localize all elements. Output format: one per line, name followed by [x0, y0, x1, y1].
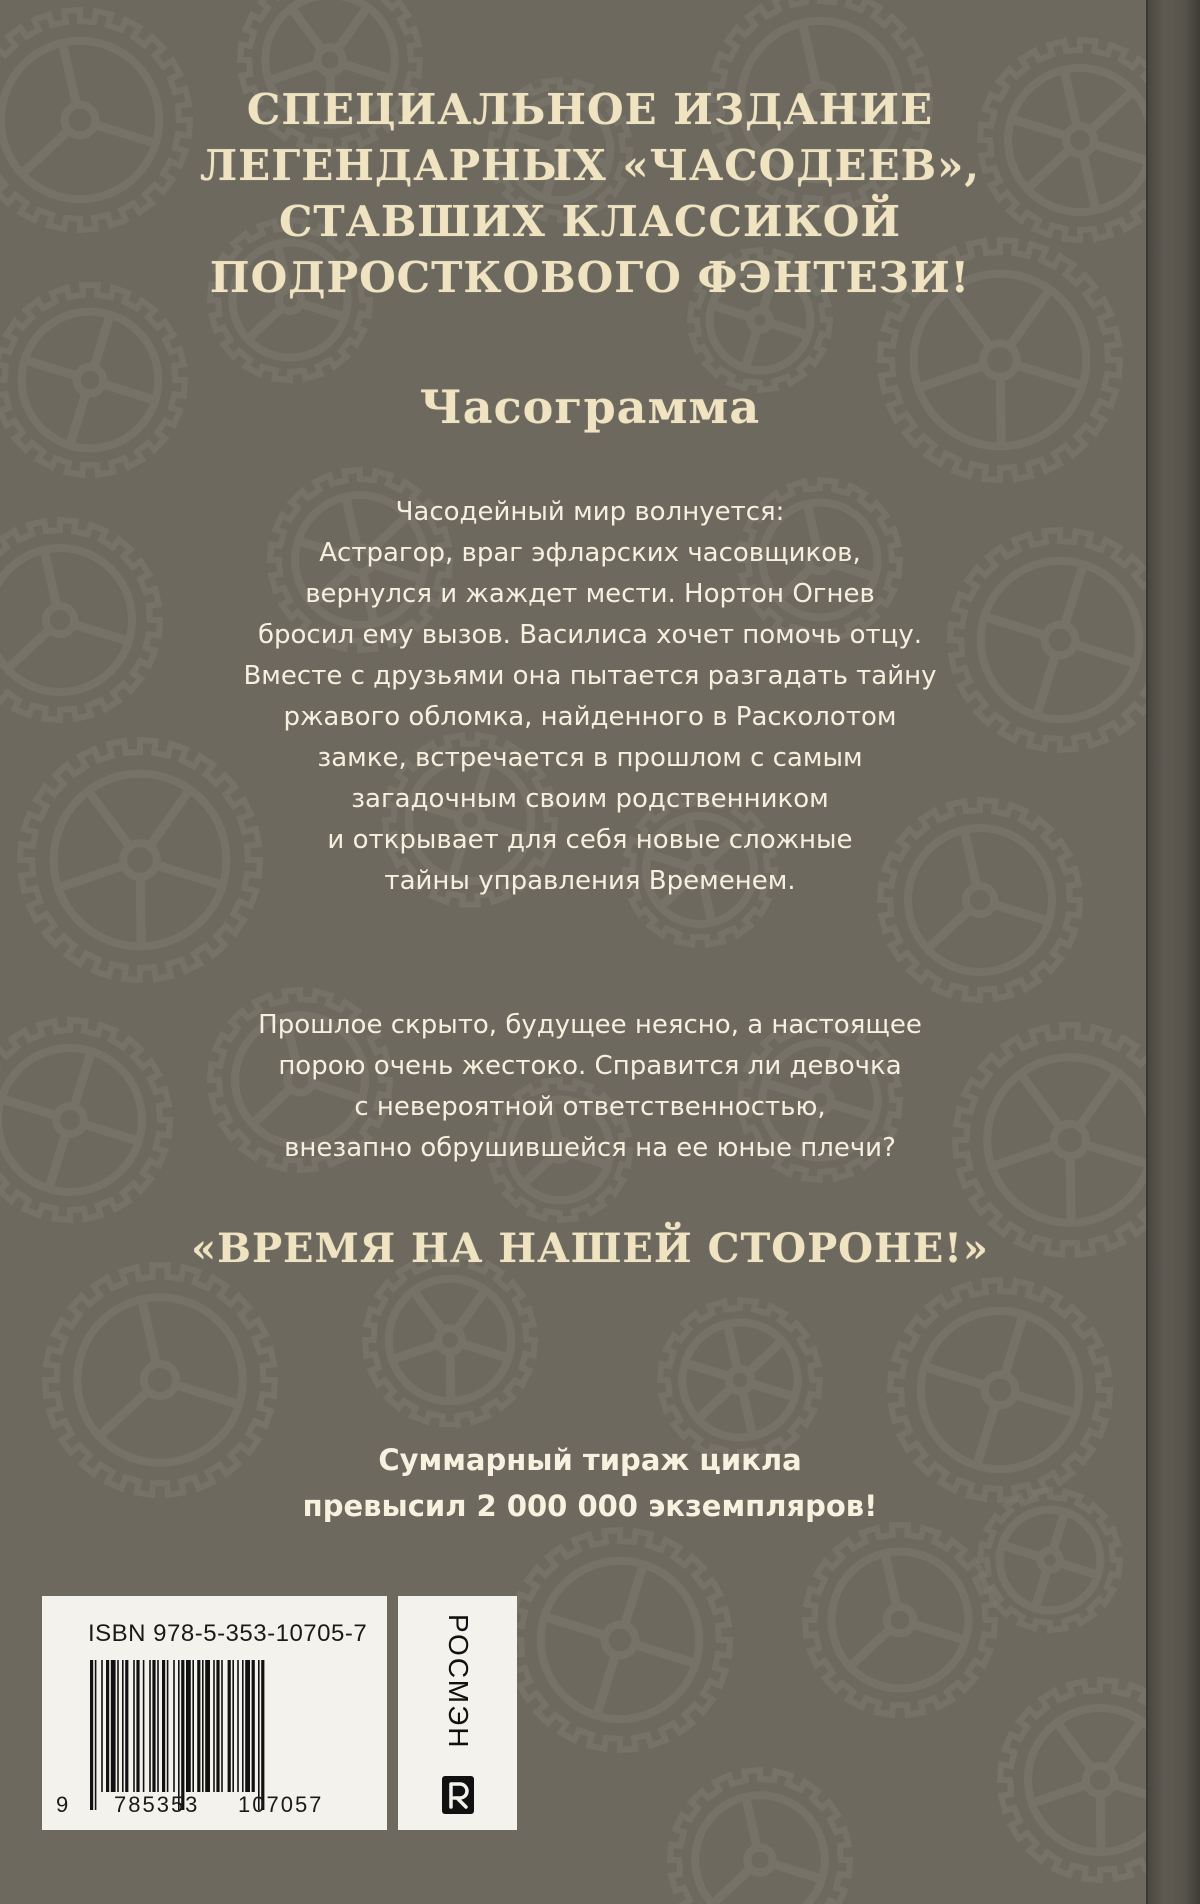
slogan: «ВРЕМЯ НА НАШЕЙ СТОРОНЕ!»: [191, 1225, 989, 1272]
blurb-line: и открывает для себя новые сложные: [327, 825, 853, 855]
book-spine: [1146, 0, 1200, 1904]
book-title: Часограмма: [419, 380, 761, 434]
blurb-line: с невероятной ответственностью,: [354, 1092, 826, 1122]
circulation-note: [150, 1437, 1030, 1529]
headline: [150, 82, 1030, 306]
blurb-line: Вместе с друзьями она пытается разгадать тайну: [243, 661, 937, 691]
barcode-right-digits: 107057: [238, 1792, 324, 1817]
publisher-name: РОСМЭН: [443, 1614, 474, 1750]
rosmen-r-logo-icon: [442, 1776, 474, 1814]
barcode-left-digits: 785353: [114, 1792, 200, 1817]
blurb-line: загадочным своим родственником: [351, 784, 829, 814]
headline-line: СПЕЦИАЛЬНОЕ ИЗДАНИЕ: [246, 85, 934, 134]
circulation-line: Суммарный тираж цикла: [378, 1443, 802, 1477]
blurb-paragraph-2: [170, 1005, 1010, 1169]
isbn-barcode-label: [42, 1596, 387, 1830]
blurb-line: Астрагор, враг эфларских часовщиков,: [319, 538, 861, 568]
gear-icon: [0, 520, 160, 720]
barcode-first-digit: 9: [56, 1792, 69, 1817]
gear-icon: [510, 1530, 730, 1750]
blurb-line: Прошлое скрыто, будущее неясно, а настоящее: [258, 1010, 922, 1040]
blurb-line: ржавого обломка, найденного в Расколотом: [283, 702, 897, 732]
gear-icon: [660, 1300, 820, 1460]
headline-line: ПОДРОСТКОВОГО ФЭНТЕЗИ!: [209, 253, 971, 302]
circulation-line: превысил 2 000 000 экземпляров!: [302, 1489, 878, 1523]
headline-line: СТАВШИХ КЛАССИКОЙ: [278, 197, 902, 246]
blurb-line: вернулся и жаждет мести. Нортон Огнев: [305, 579, 875, 609]
blurb-line: порою очень жестоко. Справится ли девочка: [278, 1051, 902, 1081]
blurb-line: тайны управления Временем.: [384, 866, 796, 896]
gear-icon: [805, 1525, 995, 1714]
gear-icon: [670, 1770, 850, 1904]
headline-line: ЛЕГЕНДАРНЫХ «ЧАСОДЕЕВ»,: [200, 141, 980, 190]
blurb-line: Часодейный мир волнуется:: [395, 497, 785, 527]
blurb-line: замке, встречается в прошлом с самым: [317, 743, 863, 773]
gear-icon: [0, 1020, 170, 1220]
publisher-logo-label: [398, 1596, 517, 1830]
blurb-line: бросил ему вызов. Василиса хочет помочь отцу.: [257, 620, 923, 650]
gear-icon: [365, 1255, 535, 1424]
isbn-number: ISBN 978-5-353-10705-7: [88, 1620, 368, 1647]
blurb-paragraph-1: [170, 492, 1010, 902]
barcode-icon: [90, 1660, 340, 1810]
blurb-line: внезапно обрушившейся на ее юные плечи?: [284, 1133, 896, 1163]
